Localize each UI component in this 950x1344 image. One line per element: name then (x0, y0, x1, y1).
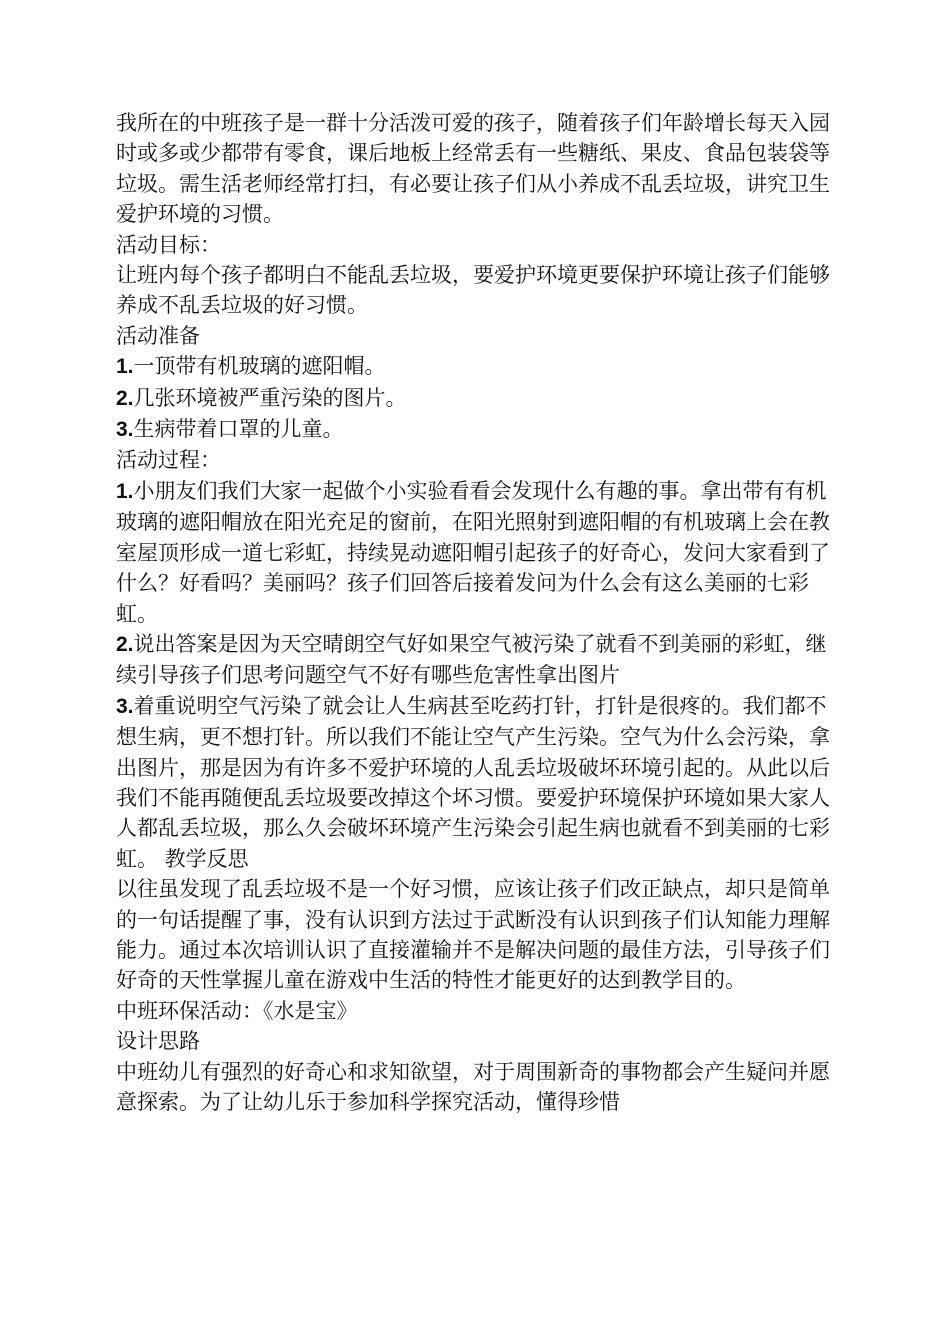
item-text: 着重说明空气污染了就会让人生病甚至吃药打针，打针是很疼的。我们都不想生病，更不想打针。所以我们不能让空气产生污染。空气为什么会污染，拿出图片，那是因为有许多不爱护环境的人乱丢垃圾破坏环境引起的。从此以后我们不能再随便乱丢垃圾要改掉这个坏习惯。要爱护环境保护环境如果大家人人都乱丢垃圾，那么久会破坏环境产生污染会引起生病也就看不到美丽的七彩虹。 教学反思 (116, 693, 830, 871)
prep-item-1 (116, 351, 836, 382)
item-number: 3. (116, 694, 134, 718)
paragraph-design-idea (116, 1057, 836, 1118)
item-text: 生病带着口罩的儿童。 (133, 417, 344, 442)
paragraph-goal (116, 260, 836, 321)
paragraph-text: 我所在的中班孩子是一群十分活泼可爱的孩子，随着孩子们年龄增长每天入园时或多或少都带有零食，课后地板上经常丢有一些糖纸、果皮、食品包装袋等垃圾。需生活老师经常打扫，有必要让孩子们从小养成不乱丢垃圾，讲究卫生爱护环境的习惯。 (116, 111, 830, 227)
heading-design-idea (116, 1026, 836, 1056)
item-text: 几张环境被严重污染的图片。 (133, 385, 407, 410)
heading-activity-prep (116, 321, 836, 351)
prep-item-2 (116, 383, 836, 414)
item-number: 1. (116, 479, 134, 503)
item-text: 一顶带有机玻璃的遮阳帽。 (133, 354, 386, 379)
paragraph-text: 设计思路 (116, 1029, 200, 1054)
process-step-2 (116, 629, 836, 691)
item-number: 1. (116, 355, 134, 379)
paragraph-intro (116, 108, 836, 230)
heading-activity-goal (116, 230, 836, 260)
item-text: 说出答案是因为天空晴朗空气好如果空气被污染了就看不到美丽的彩虹，继续引导孩子们思考问题空气不好有哪些危害性拿出图片 (116, 631, 827, 688)
heading-water-activity (116, 996, 836, 1026)
document-body (116, 108, 836, 1117)
paragraph-text: 活动过程： (116, 448, 221, 473)
paragraph-text: 活动目标： (116, 232, 221, 257)
paragraph-text: 以往虽发现了乱丢垃圾不是一个好习惯，应该让孩子们改正缺点，却只是简单的一句话提醒了事，没有认识到方法过于武断没有认识到孩子们认知能力理解能力。通过本次培训认识了直接灌输并不是解决问题的最佳方法，引导孩子们好奇的天性掌握儿童在游戏中生活的特性才能更好的达到教学目的。 (116, 877, 830, 993)
paragraph-text: 活动准备 (116, 323, 200, 348)
item-text: 小朋友们我们大家一起做个小实验看看会发现什么有趣的事。拿出带有有机玻璃的遮阳帽放在阳光充足的窗前，在阳光照射到遮阳帽的有机玻璃上会在教室屋顶形成一道七彩虹，持续晃动遮阳帽引起孩子的好奇心，发问大家看到了什么？好看吗？美丽吗？孩子们回答后接着发问为什么会有这么美丽的七彩虹。 (116, 478, 830, 626)
paragraph-reflection (116, 874, 836, 996)
paragraph-text: 让班内每个孩子都明白不能乱丢垃圾，要爱护环境更要保护环境让孩子们能够养成不乱丢垃圾的好习惯。 (116, 263, 830, 318)
process-step-1 (116, 476, 836, 629)
item-number: 2. (116, 386, 134, 410)
prep-item-3 (116, 414, 836, 445)
item-number: 3. (116, 418, 134, 442)
heading-activity-process (116, 445, 836, 475)
paragraph-text: 中班幼儿有强烈的好奇心和求知欲望，对于周围新奇的事物都会产生疑问并愿意探索。为了让幼儿乐于参加科学探究活动，懂得珍惜 (116, 1059, 830, 1114)
paragraph-text: 中班环保活动：《水是宝》 (116, 998, 358, 1023)
item-number: 2. (116, 632, 134, 656)
process-step-3 (116, 691, 836, 874)
